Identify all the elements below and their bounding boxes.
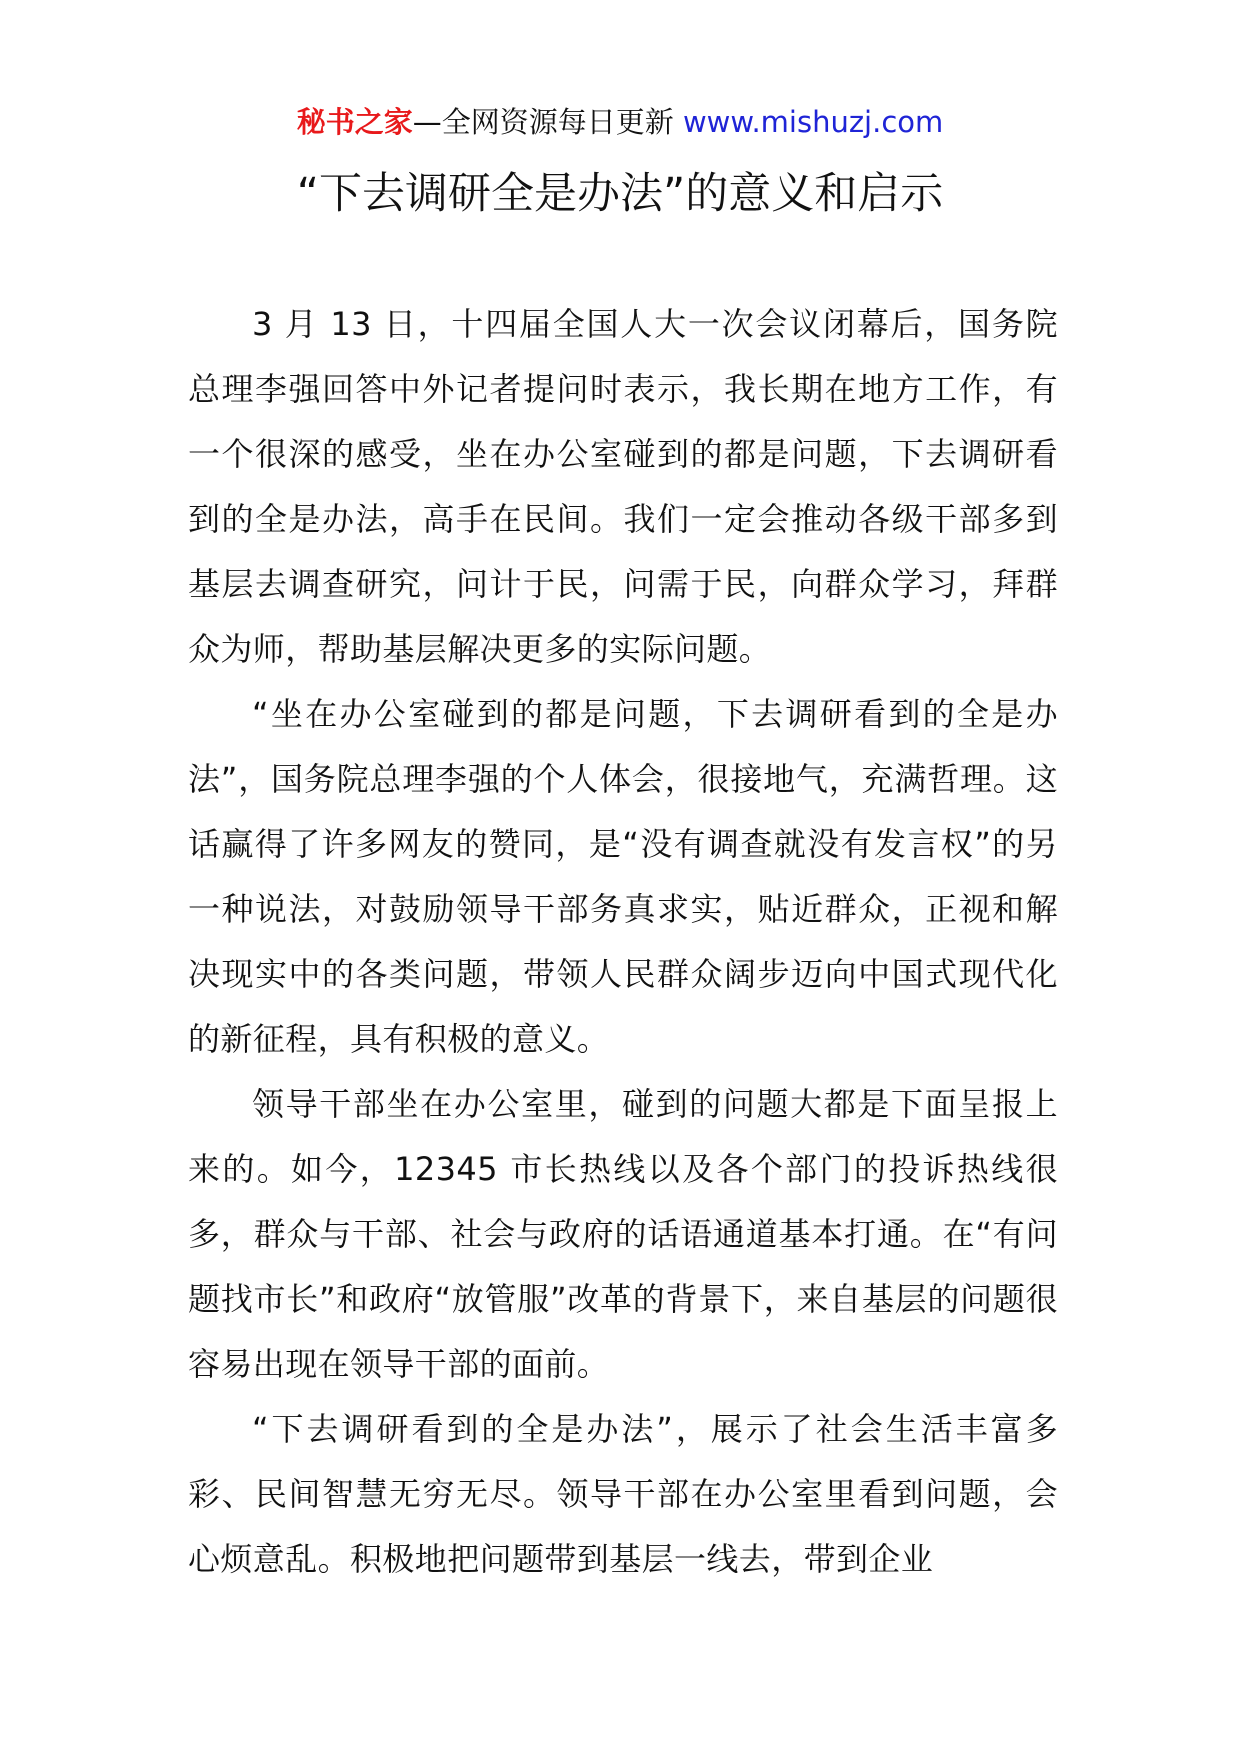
site-url: www.mishuzj.com (682, 105, 944, 139)
paragraph-2: “坐在办公室碰到的都是问题，下去调研看到的全是办法”，国务院总理李强的个人体会，很接地气，充满哲理。这话赢得了许多网友的赞同，是“没有调查就没有发言权”的另一种说法，对鼓励领导干部务真求实，贴近群众，正视和解决现实中的各类问题，带领人民群众阔步迈向中国式现代化的新征程，具有积极的意义。 (188, 695, 1058, 1058)
paragraph-3: 领导干部坐在办公室里，碰到的问题大都是下面呈报上来的。如今，12345 市长热线以及各个部门的投诉热线很多，群众与干部、社会与政府的话语通道基本打通。在“有问题找市长”和政府“放管服”改革的背景下，来自基层的问题很容易出现在领导干部的面前。 (188, 1085, 1058, 1383)
document-body (188, 292, 1058, 1592)
paragraph-4: “下去调研看到的全是办法”，展示了社会生活丰富多彩、民间智慧无穷无尽。领导干部在办公室里看到问题，会心烦意乱。积极地把问题带到基层一线去，带到企业 (188, 1410, 1058, 1578)
header-banner (0, 100, 1240, 144)
banner-tagline: —全网资源每日更新 (412, 105, 683, 139)
paragraph-1: 3 月 13 日，十四届全国人大一次会议闭幕后，国务院总理李强回答中外记者提问时表示，我长期在地方工作，有一个很深的感受，坐在办公室碰到的都是问题，下去调研看到的全是办法，高手在民间。我们一定会推动各级干部多到基层去调查研究，问计于民，问需于民，向群众学习，拜群众为师，帮助基层解决更多的实际问题。 (188, 305, 1058, 668)
document-title: “下去调研全是办法”的意义和启示 (296, 169, 944, 219)
brand-name: 秘书之家 (296, 105, 413, 139)
